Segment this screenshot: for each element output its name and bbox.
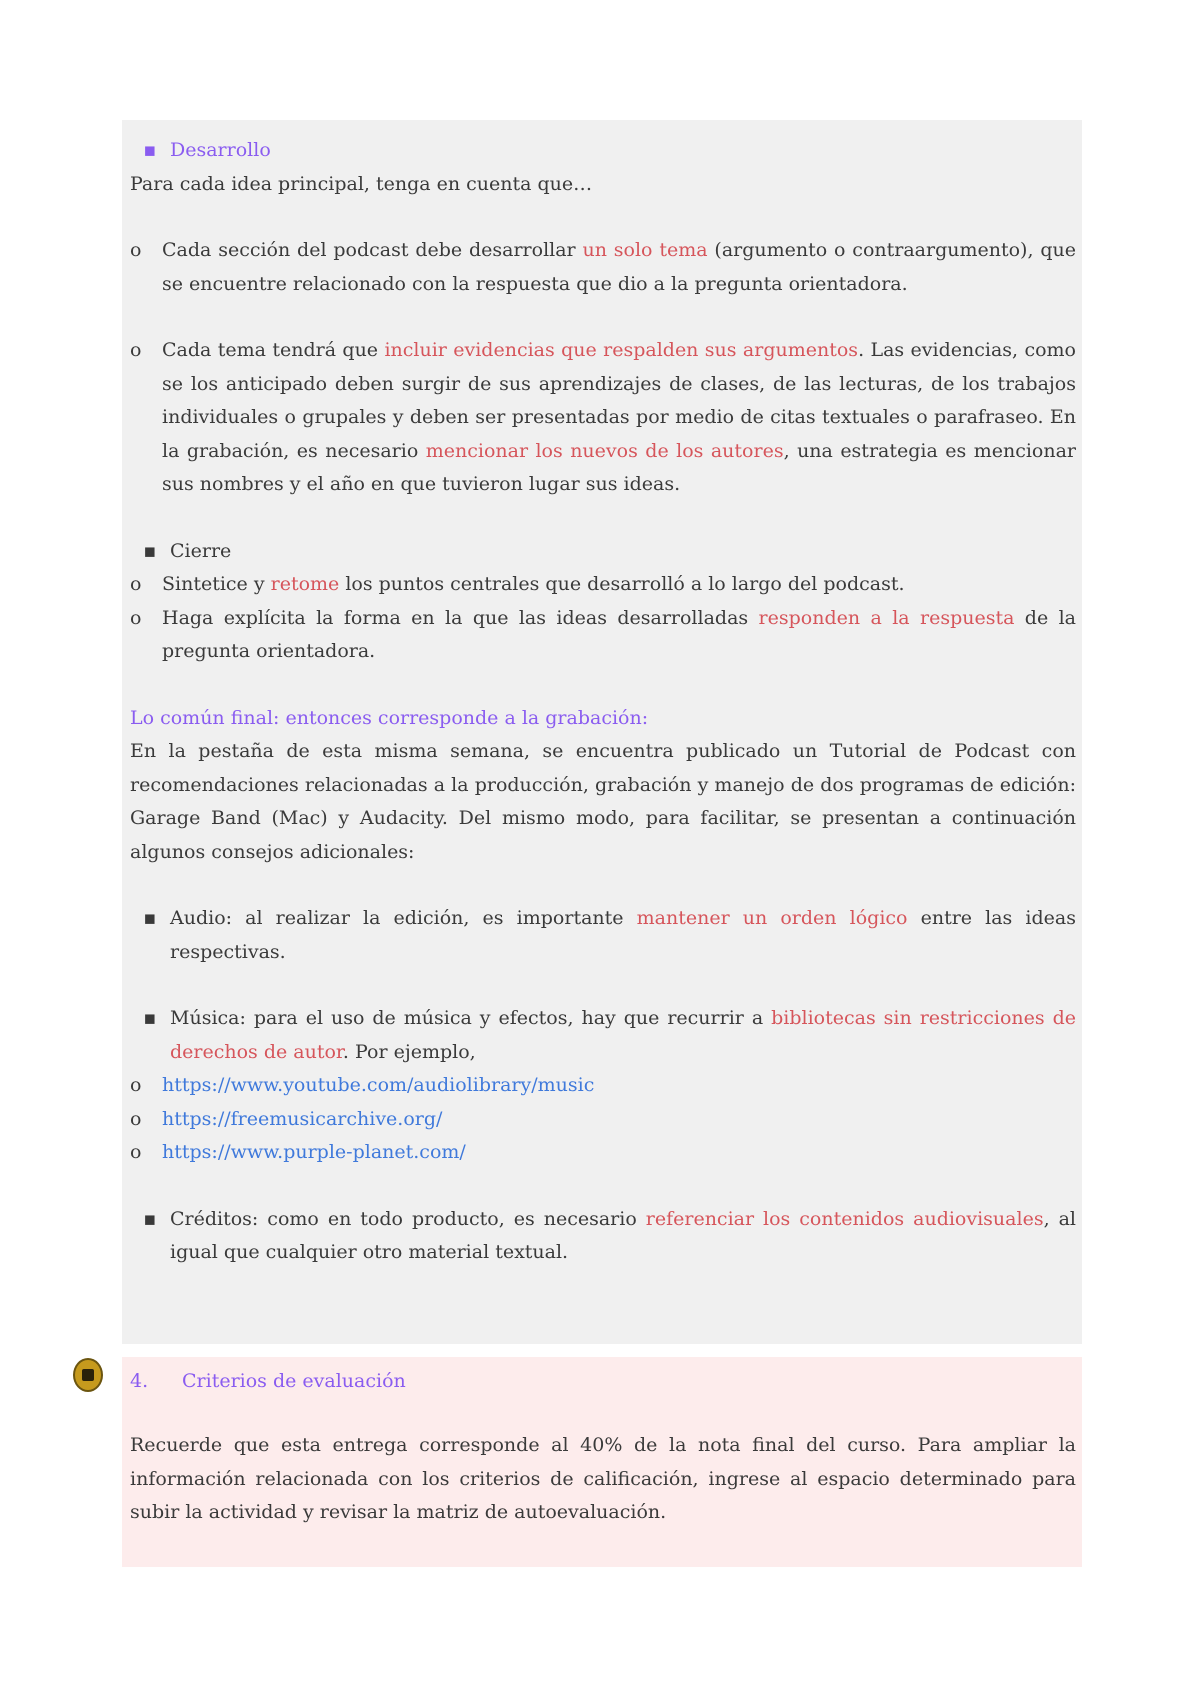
sub-marker: o xyxy=(130,606,142,629)
music-link-3[interactable]: https://www.purple-planet.com/ xyxy=(162,1141,466,1163)
audio-bullet xyxy=(130,902,1076,969)
item1-text-a: Cada sección del podcast debe desarrollar xyxy=(162,239,583,261)
item2-highlight-2: mencionar los nuevos de los autores xyxy=(425,439,784,462)
section-number: 4. xyxy=(130,1370,149,1392)
audio-highlight: mantener un orden lógico xyxy=(636,907,908,929)
desarrollo-intro: Para cada idea principal, tenga en cuenta que… xyxy=(130,172,593,195)
cierre-label: Cierre xyxy=(170,539,232,562)
credits-highlight: referenciar los contenidos audiovisuales xyxy=(645,1207,1044,1230)
criteria-paragraph: Recuerde que esta entrega corresponde al 40% de la nota final del curso. Para ampliar la información relacionada con los criterios de calificación, ingrese al espacio determinado para subir la actividad y revisar la matriz de autoevaluación. xyxy=(130,1434,1076,1523)
final-heading: Lo común final: entonces corresponde a la grabación: xyxy=(130,706,649,729)
audio-text: entre las ideas respectivas. xyxy=(170,907,1076,963)
sub-marker: o xyxy=(130,1107,142,1130)
music-link-1[interactable]: https://www.youtube.com/audiolibrary/music xyxy=(162,1074,595,1096)
cierre-bullet xyxy=(130,535,1076,569)
link-item[interactable] xyxy=(130,1069,1076,1103)
bullet-marker: ▪ xyxy=(143,907,157,929)
item1-highlight: un solo tema xyxy=(582,239,708,261)
music-label: Música: para el uso de música y efectos, hay que recurrir a xyxy=(170,1007,772,1029)
sub-marker: o xyxy=(130,1141,142,1163)
section-title: Criterios de evaluación xyxy=(182,1370,406,1392)
cierre2-text-a: Haga explícita la forma en la que las ideas desarrolladas xyxy=(162,606,759,629)
music-text: . Por ejemplo, xyxy=(342,1040,476,1063)
cierre1-text-b: los puntos centrales que desarrolló a lo largo del podcast. xyxy=(339,573,905,595)
item2-highlight-1: incluir evidencias que respalden sus argumentos xyxy=(384,339,859,361)
comment-icon[interactable] xyxy=(73,1358,103,1392)
item2-text-b: . Las evidencias, como se los anticipado deben surgir de sus aprendizajes de clases, de las lecturas, de los trabajos individuales o grupales y deben ser presentadas por medio de citas textuales o parafraseo. En la grabación, es necesario xyxy=(162,339,1077,462)
cierre1-highlight: retome xyxy=(270,573,340,595)
sub-marker: o xyxy=(130,339,142,361)
link-item[interactable] xyxy=(130,1136,1076,1170)
music-bullet xyxy=(130,1002,1076,1069)
cierre2-highlight: responden a la respuesta xyxy=(758,606,1015,629)
bullet-marker: ▪ xyxy=(143,539,157,562)
audio-label: Audio: al realizar la edición, es importante xyxy=(170,907,637,929)
bullet-marker: ▪ xyxy=(143,139,157,161)
credits-text: , al igual que cualquier otro material textual. xyxy=(170,1207,1077,1263)
content-section-gray xyxy=(122,120,1082,1344)
item2-text-a: Cada tema tendrá que xyxy=(162,339,385,361)
music-highlight: bibliotecas sin restricciones de derechos de autor xyxy=(170,1007,1076,1063)
item1-text-b: (argumento o contraargumento), que se encuentre relacionado con la respuesta que dio a la pregunta orientadora. xyxy=(162,239,1076,295)
sub-marker: o xyxy=(130,1074,142,1096)
comment-icon-glyph xyxy=(82,1369,94,1381)
final-paragraph: En la pestaña de esta misma semana, se encuentra publicado un Tutorial de Podcast con recomendaciones relacionadas a la producción, grabación y manejo de dos programas de edición: Garage Band (Mac) y Audacity. Del mismo modo, para facilitar, se presentan a continuación algunos consejos adicionales: xyxy=(130,740,1076,863)
bullet-marker: ▪ xyxy=(143,1207,157,1230)
desarrollo-label: Desarrollo xyxy=(170,139,271,161)
cierre-item-1 xyxy=(130,568,1076,602)
bullet-marker: ▪ xyxy=(143,1007,157,1029)
desarrollo-item-2 xyxy=(130,334,1076,502)
cierre1-text-a: Sintetice y xyxy=(162,573,271,595)
item2-text-c: , una estrategia es mencionar sus nombres y el año en que tuvieron lugar sus ideas. xyxy=(162,439,1076,495)
cierre2-text-b: de la pregunta orientadora. xyxy=(162,606,1076,662)
cierre-item-2 xyxy=(130,602,1076,669)
sub-marker: o xyxy=(130,239,142,261)
music-link-2[interactable]: https://freemusicarchive.org/ xyxy=(162,1107,443,1130)
link-item[interactable] xyxy=(130,1103,1076,1137)
content-section-pink xyxy=(122,1357,1082,1567)
desarrollo-bullet xyxy=(130,134,1076,168)
criteria-heading xyxy=(130,1363,1076,1399)
desarrollo-item-1 xyxy=(130,234,1076,301)
sub-marker: o xyxy=(130,573,142,595)
credits-label: Créditos: como en todo producto, es necesario xyxy=(170,1207,646,1230)
credits-bullet xyxy=(130,1203,1076,1270)
